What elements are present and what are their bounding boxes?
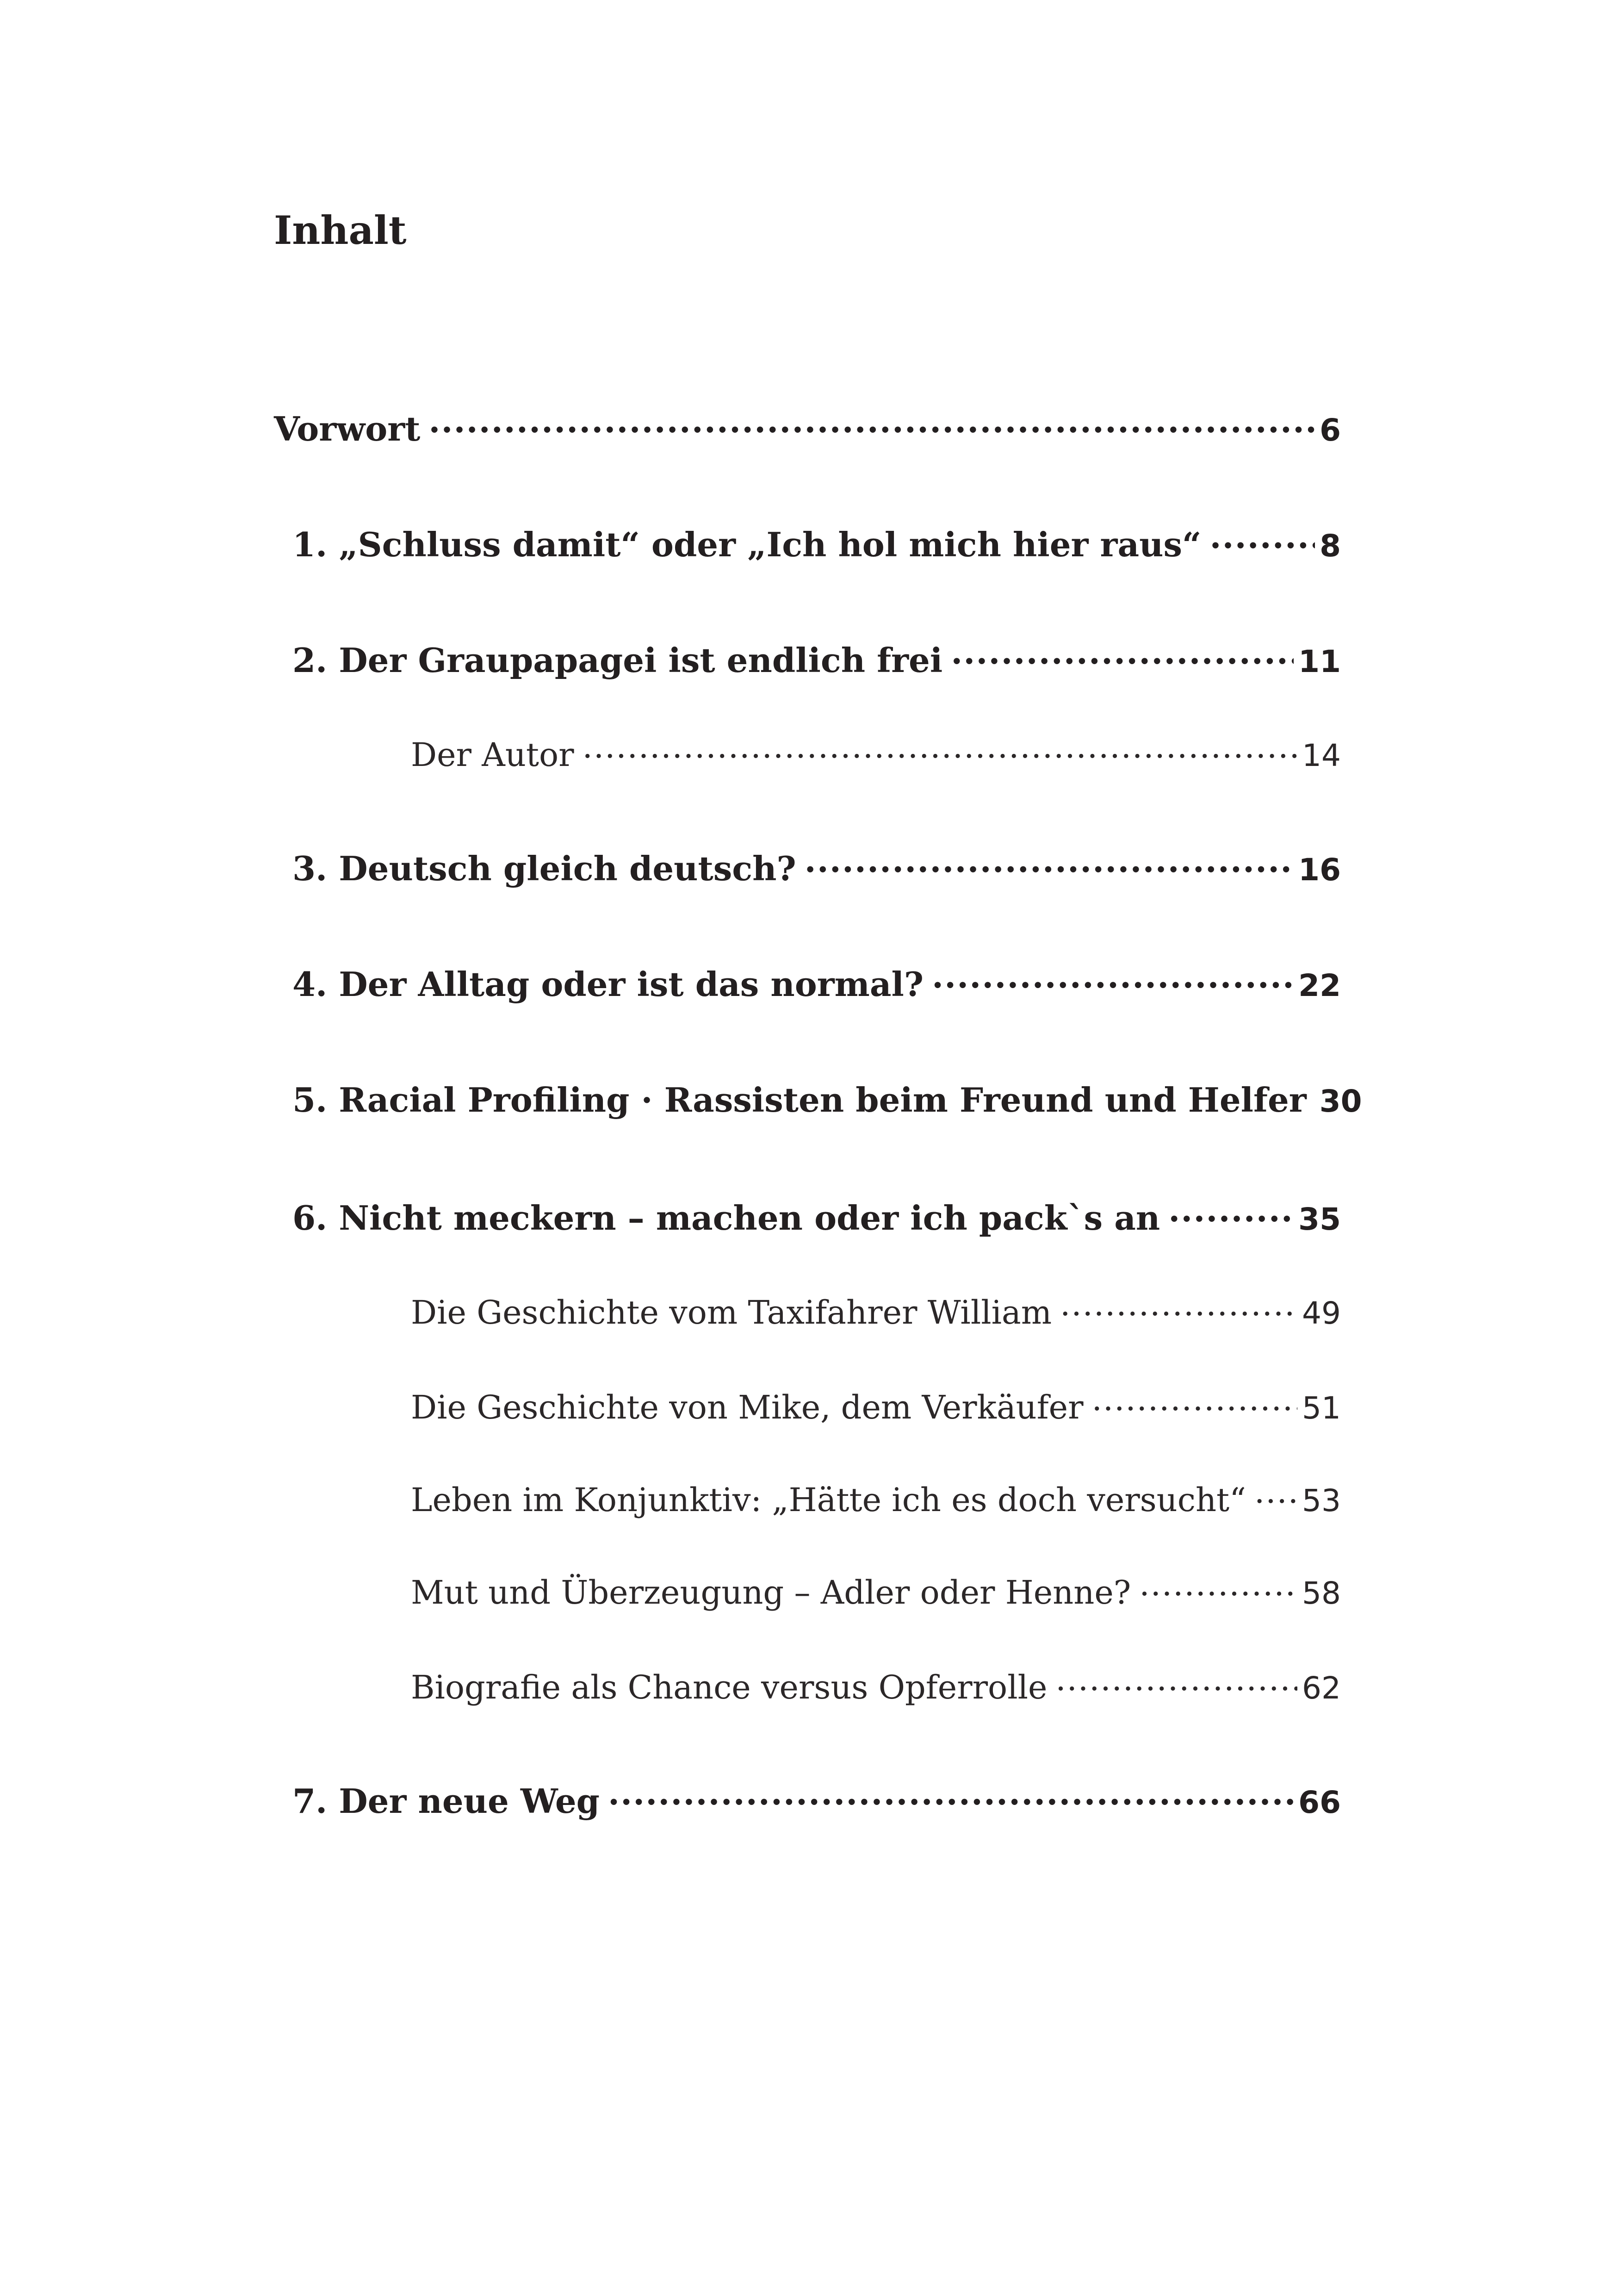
toc-subentry-title: Leben im Konjunktiv: „Hätte ich es doch versucht“ <box>411 1481 1246 1519</box>
toc-leader-dots <box>1060 1291 1297 1324</box>
toc-subentry-title: Die Geschichte von Mike, dem Verkäufer <box>411 1388 1084 1426</box>
toc-leader-dots <box>1209 523 1315 556</box>
toc-entry-title: 2. Der Graupapagei ist endlich frei <box>292 641 943 680</box>
toc-leader-dots <box>1254 1479 1297 1511</box>
toc-subentry-title: Mut und Überzeugung – Adler oder Henne? <box>411 1574 1131 1612</box>
toc-leader-dots <box>583 734 1297 766</box>
toc-leader-dots <box>1092 1386 1297 1419</box>
toc-subentry-title: Die Geschichte vom Taxifahrer William <box>411 1294 1052 1332</box>
toc-entry-page-number: 8 <box>1320 528 1341 564</box>
toc-leader-dots <box>1139 1571 1297 1604</box>
toc-entry-page-number: 35 <box>1298 1201 1341 1237</box>
toc-subentry-title: Biografie als Chance versus Opferrolle <box>411 1668 1048 1706</box>
toc-leader-dots <box>1055 1666 1297 1699</box>
toc-leader-dots <box>951 639 1294 672</box>
toc-entry-title: 3. Deutsch gleich deutsch? <box>292 849 796 888</box>
toc-leader-dots <box>428 407 1315 441</box>
toc-entry[interactable] <box>292 963 1341 1009</box>
toc-entry-page-number: 6 <box>1320 412 1341 448</box>
toc-entry-title: Vorwort <box>274 409 421 448</box>
toc-entry-title: 1. „Schluss damit“ oder „Ich hol mich hier raus“ <box>292 525 1202 564</box>
toc-entry-page-number: 22 <box>1298 968 1341 1003</box>
toc-leader-dots <box>608 1780 1294 1813</box>
toc-subentry-page-number: 62 <box>1302 1670 1341 1706</box>
toc-entry-page-number: 16 <box>1298 852 1341 888</box>
toc-subentry[interactable] <box>411 1386 1341 1432</box>
toc-leader-dots <box>1168 1196 1294 1230</box>
toc-entry-page-number: 66 <box>1298 1785 1341 1820</box>
toc-entry-title: 5. Racial Profiling · Rassisten beim Freund und Helfer <box>292 1080 1307 1120</box>
toc-entry-page-number: 30 <box>1319 1083 1362 1119</box>
toc-subentry[interactable] <box>411 1571 1341 1618</box>
toc-entry-title: 7. Der neue Weg <box>292 1781 600 1821</box>
toc-subentry-page-number: 58 <box>1302 1575 1341 1611</box>
toc-entry[interactable] <box>292 1078 1362 1125</box>
toc-subentry-page-number: 49 <box>1302 1295 1341 1331</box>
toc-entry[interactable] <box>292 1196 1341 1243</box>
toc-entry[interactable] <box>292 847 1341 893</box>
toc-subentry-page-number: 51 <box>1302 1390 1341 1426</box>
toc-entry[interactable] <box>292 639 1341 685</box>
toc-leader-dots <box>932 963 1294 996</box>
toc-subentry[interactable] <box>411 734 1341 780</box>
toc-subentry[interactable] <box>411 1291 1341 1338</box>
toc-entry-title: 6. Nicht meckern – machen oder ich pack`s an <box>292 1198 1160 1238</box>
toc-entry-page-number: 11 <box>1298 644 1341 679</box>
toc-subentry-title: Der Autor <box>411 736 574 774</box>
toc-entry[interactable] <box>292 1780 1341 1826</box>
toc-entry-title: 4. Der Alltag oder ist das normal? <box>292 964 924 1004</box>
toc-leader-dots <box>805 847 1294 880</box>
page-title: Inhalt <box>274 207 407 253</box>
toc-subentry-page-number: 14 <box>1302 738 1341 773</box>
toc-entry[interactable] <box>292 523 1341 569</box>
toc-subentry[interactable] <box>411 1666 1341 1712</box>
toc-subentry-page-number: 53 <box>1302 1483 1341 1518</box>
toc-subentry[interactable] <box>411 1479 1341 1525</box>
toc-entry[interactable] <box>274 407 1341 454</box>
